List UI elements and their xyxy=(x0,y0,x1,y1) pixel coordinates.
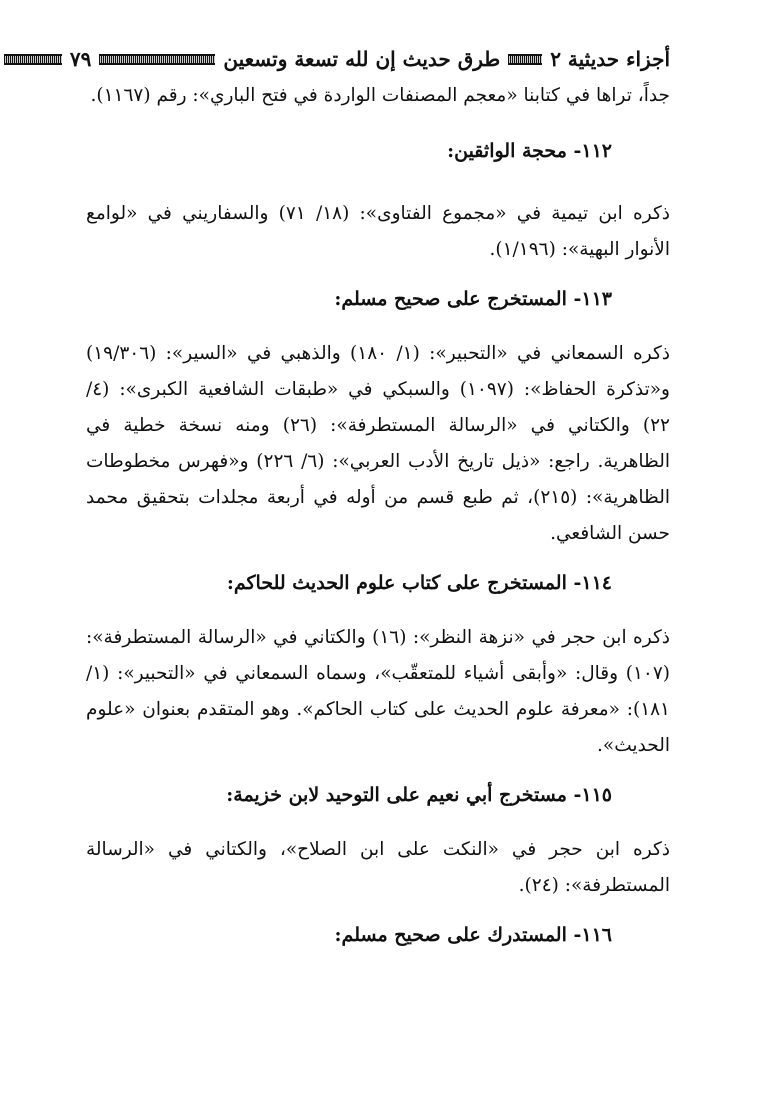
header-rule xyxy=(4,54,62,65)
header-title-group xyxy=(223,47,670,71)
header-rule xyxy=(99,54,215,65)
paragraph-continuation: جداً، تراها في كتابنا «معجم المصنفات الواردة في فتح الباري»: رقم (١١٦٧). xyxy=(90,85,670,106)
entry-body-113: ذكره السمعاني في «التحبير»: (١/ ١٨٠) والذهبي في «السير»: (١٩/٣٠٦) و«تذكرة الحفاظ»: (١٠٩٧) والسبكي في «طبقات الشافعية الكبرى»: (٤/ ٢٢) والكتاني في «الرسالة المستطرفة»: (٢٦) ومنه نسخة خطية في الظاهرية. راجع: «ذيل تاريخ الأدب العربي»: (٦/ ٢٢٦) و«فهرس مخطوطات الظاهرية»: (٢١٥)، ثم طبع قسم من أوله في أربعة مجلدات بتحقيق محمد حسن الشافعي. xyxy=(86,343,670,544)
entry-body-114: ذكره ابن حجر في «نزهة النظر»: (١٦) والكتاني في «الرسالة المستطرفة»: (١٠٧) وقال: «وأبقى أشياء للمتعقّب»، وسماه السمعاني في «التحبير»: (١/ ١٨١): «معرفة علوم الحديث على كتاب الحاكم». وهو المتقدم بعنوان «علوم الحديث». xyxy=(86,627,671,756)
book-title: أجزاء حديثية ٢ xyxy=(550,47,670,71)
entry-heading-114: ١١٤- المستخرج على كتاب علوم الحديث للحاكم: xyxy=(226,572,612,594)
entry-heading-115: ١١٥- مستخرج أبي نعيم على التوحيد لابن خزيمة: xyxy=(226,784,612,806)
entry-body-115: ذكره ابن حجر في «النكت على ابن الصلاح»، والكتاني في «الرسالة المستطرفة»: (٢٤). xyxy=(86,839,670,896)
chapter-title: طرق حديث إن لله تسعة وتسعين xyxy=(223,47,501,71)
header-rule xyxy=(508,54,542,65)
entry-heading-113: ١١٣- المستخرج على صحيح مسلم: xyxy=(334,288,612,310)
entry-heading-112: ١١٢- محجة الواثقين: xyxy=(447,140,612,162)
entry-body-112: ذكره ابن تيمية في «مجموع الفتاوى»: (١٨/ ٧١) والسفاريني في «لوامع الأنوار البهية»: (١/١٩٦). xyxy=(86,203,670,260)
entry-heading-116: ١١٦- المستدرك على صحيح مسلم: xyxy=(334,924,612,946)
running-header xyxy=(69,40,670,78)
header-number-group xyxy=(0,47,223,71)
page-number: ٧٩ xyxy=(69,47,92,71)
